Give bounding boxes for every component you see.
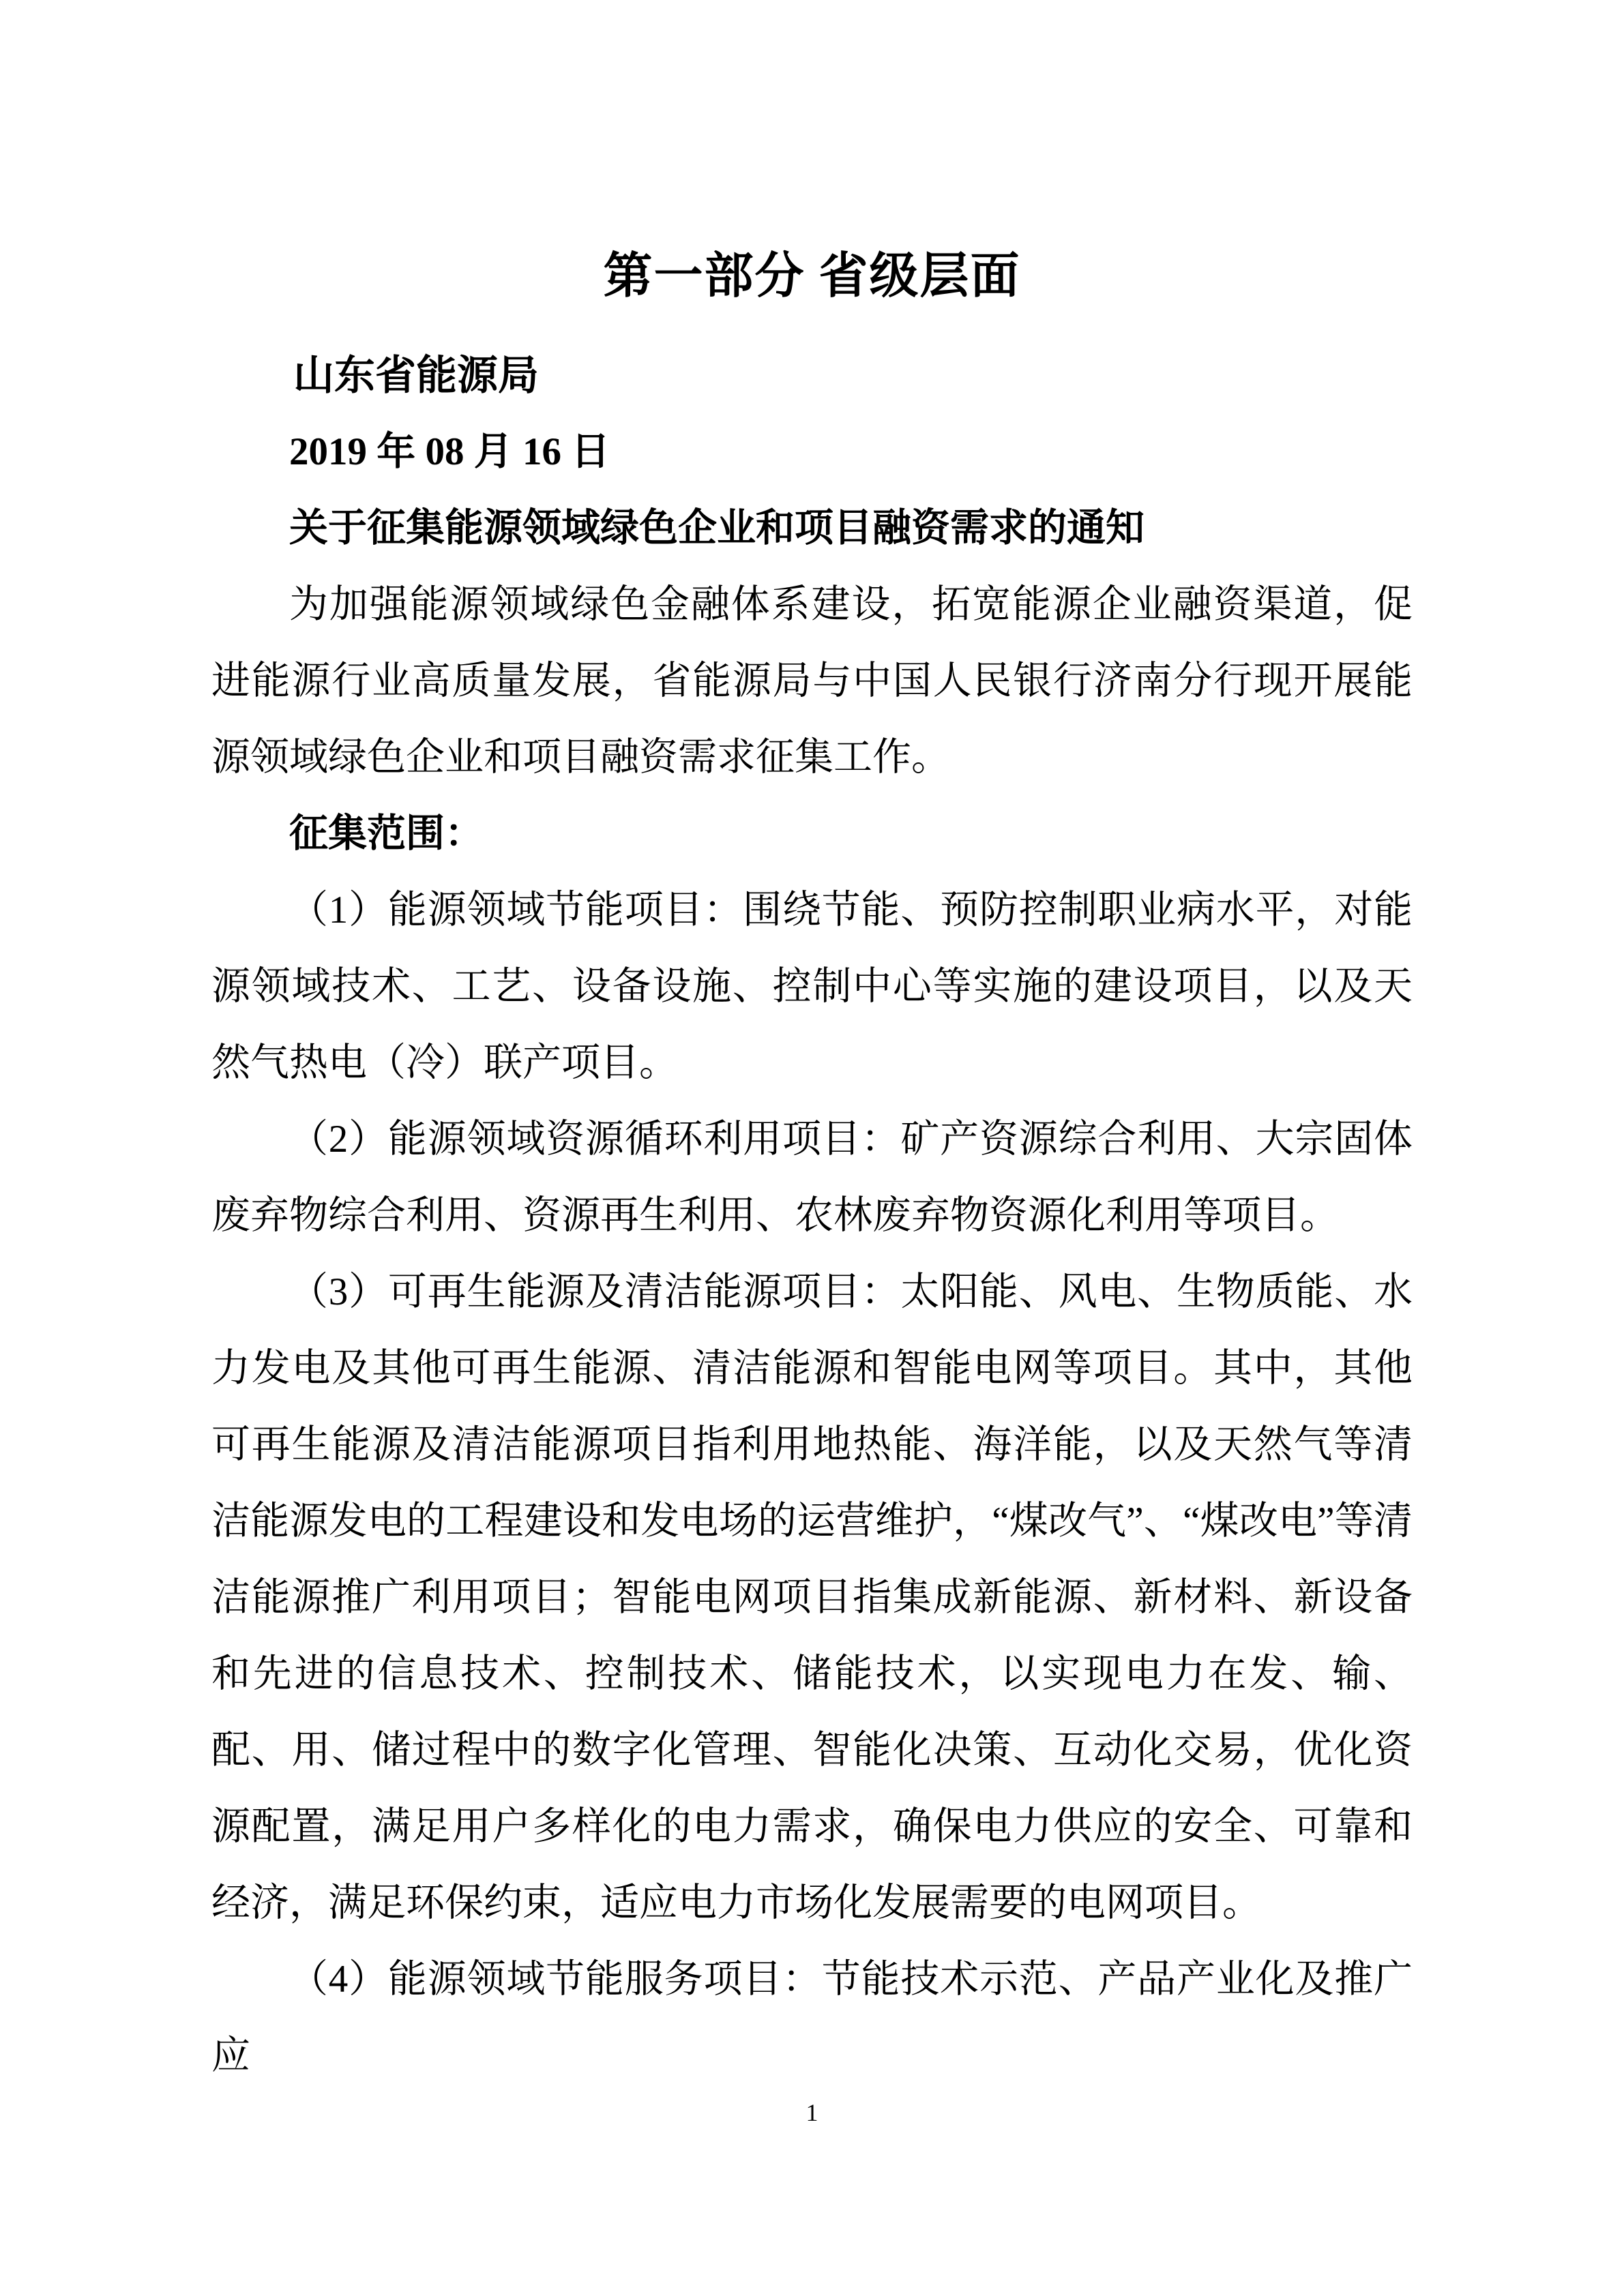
publish-date: 2019 年 08 月 16 日 bbox=[289, 430, 610, 473]
scope-item-1: （1）能源领域节能项目：围绕节能、预防控制职业病水平，对能源领域技术、工艺、设备设施、控制中心等实施的建设项目，以及天然气热电（冷）联产项目。 bbox=[211, 889, 1413, 1084]
intro-paragraph: 为加强能源领域绿色金融体系建设，拓宽能源企业融资渠道，促进能源行业高质量发展，省能源局与中国人民银行济南分行现开展能源领域绿色企业和项目融资需求征集工作。 bbox=[211, 583, 1413, 779]
scope-item-2: （2）能源领域资源循环利用项目：矿产资源综合利用、大宗固体废弃物综合利用、资源再生利用、农林废弃物资源化利用等项目。 bbox=[211, 1118, 1413, 1237]
issuing-org: 山东省能源局 bbox=[293, 353, 539, 398]
scope-heading: 征集范围： bbox=[289, 812, 484, 855]
scope-item-3: （3）可再生能源及清洁能源项目：太阳能、风电、生物质能、水力发电及其他可再生能源、清洁能源和智能电网等项目。其中，其他可再生能源及清洁能源项目指利用地热能、海洋能，以及天然气等清洁能源发电的工程建设和发电场的运营维护，“煤改气”、“煤改电”等清洁能源推广利用项目；智能电网项目指集成新能源、新材料、新设备和先进的信息技术、控制技术、储能技术，以实现电力在发、输、配、用、储过程中的数字化管理、智能化决策、互动化交易，优化资源配置，满足用户多样化的电力需求，确保电力供应的安全、可靠和经济，满足环保约束，适应电力市场化发展需要的电网项目。 bbox=[211, 1270, 1413, 1924]
document-title: 第一部分 省级层面 bbox=[603, 249, 1021, 303]
page-number: 1 bbox=[806, 2099, 818, 2126]
notice-title: 关于征集能源领域绿色企业和项目融资需求的通知 bbox=[289, 507, 1145, 550]
scope-item-4: （4）能源领域节能服务项目：节能技术示范、产品产业化及推广应 bbox=[211, 1958, 1413, 2077]
